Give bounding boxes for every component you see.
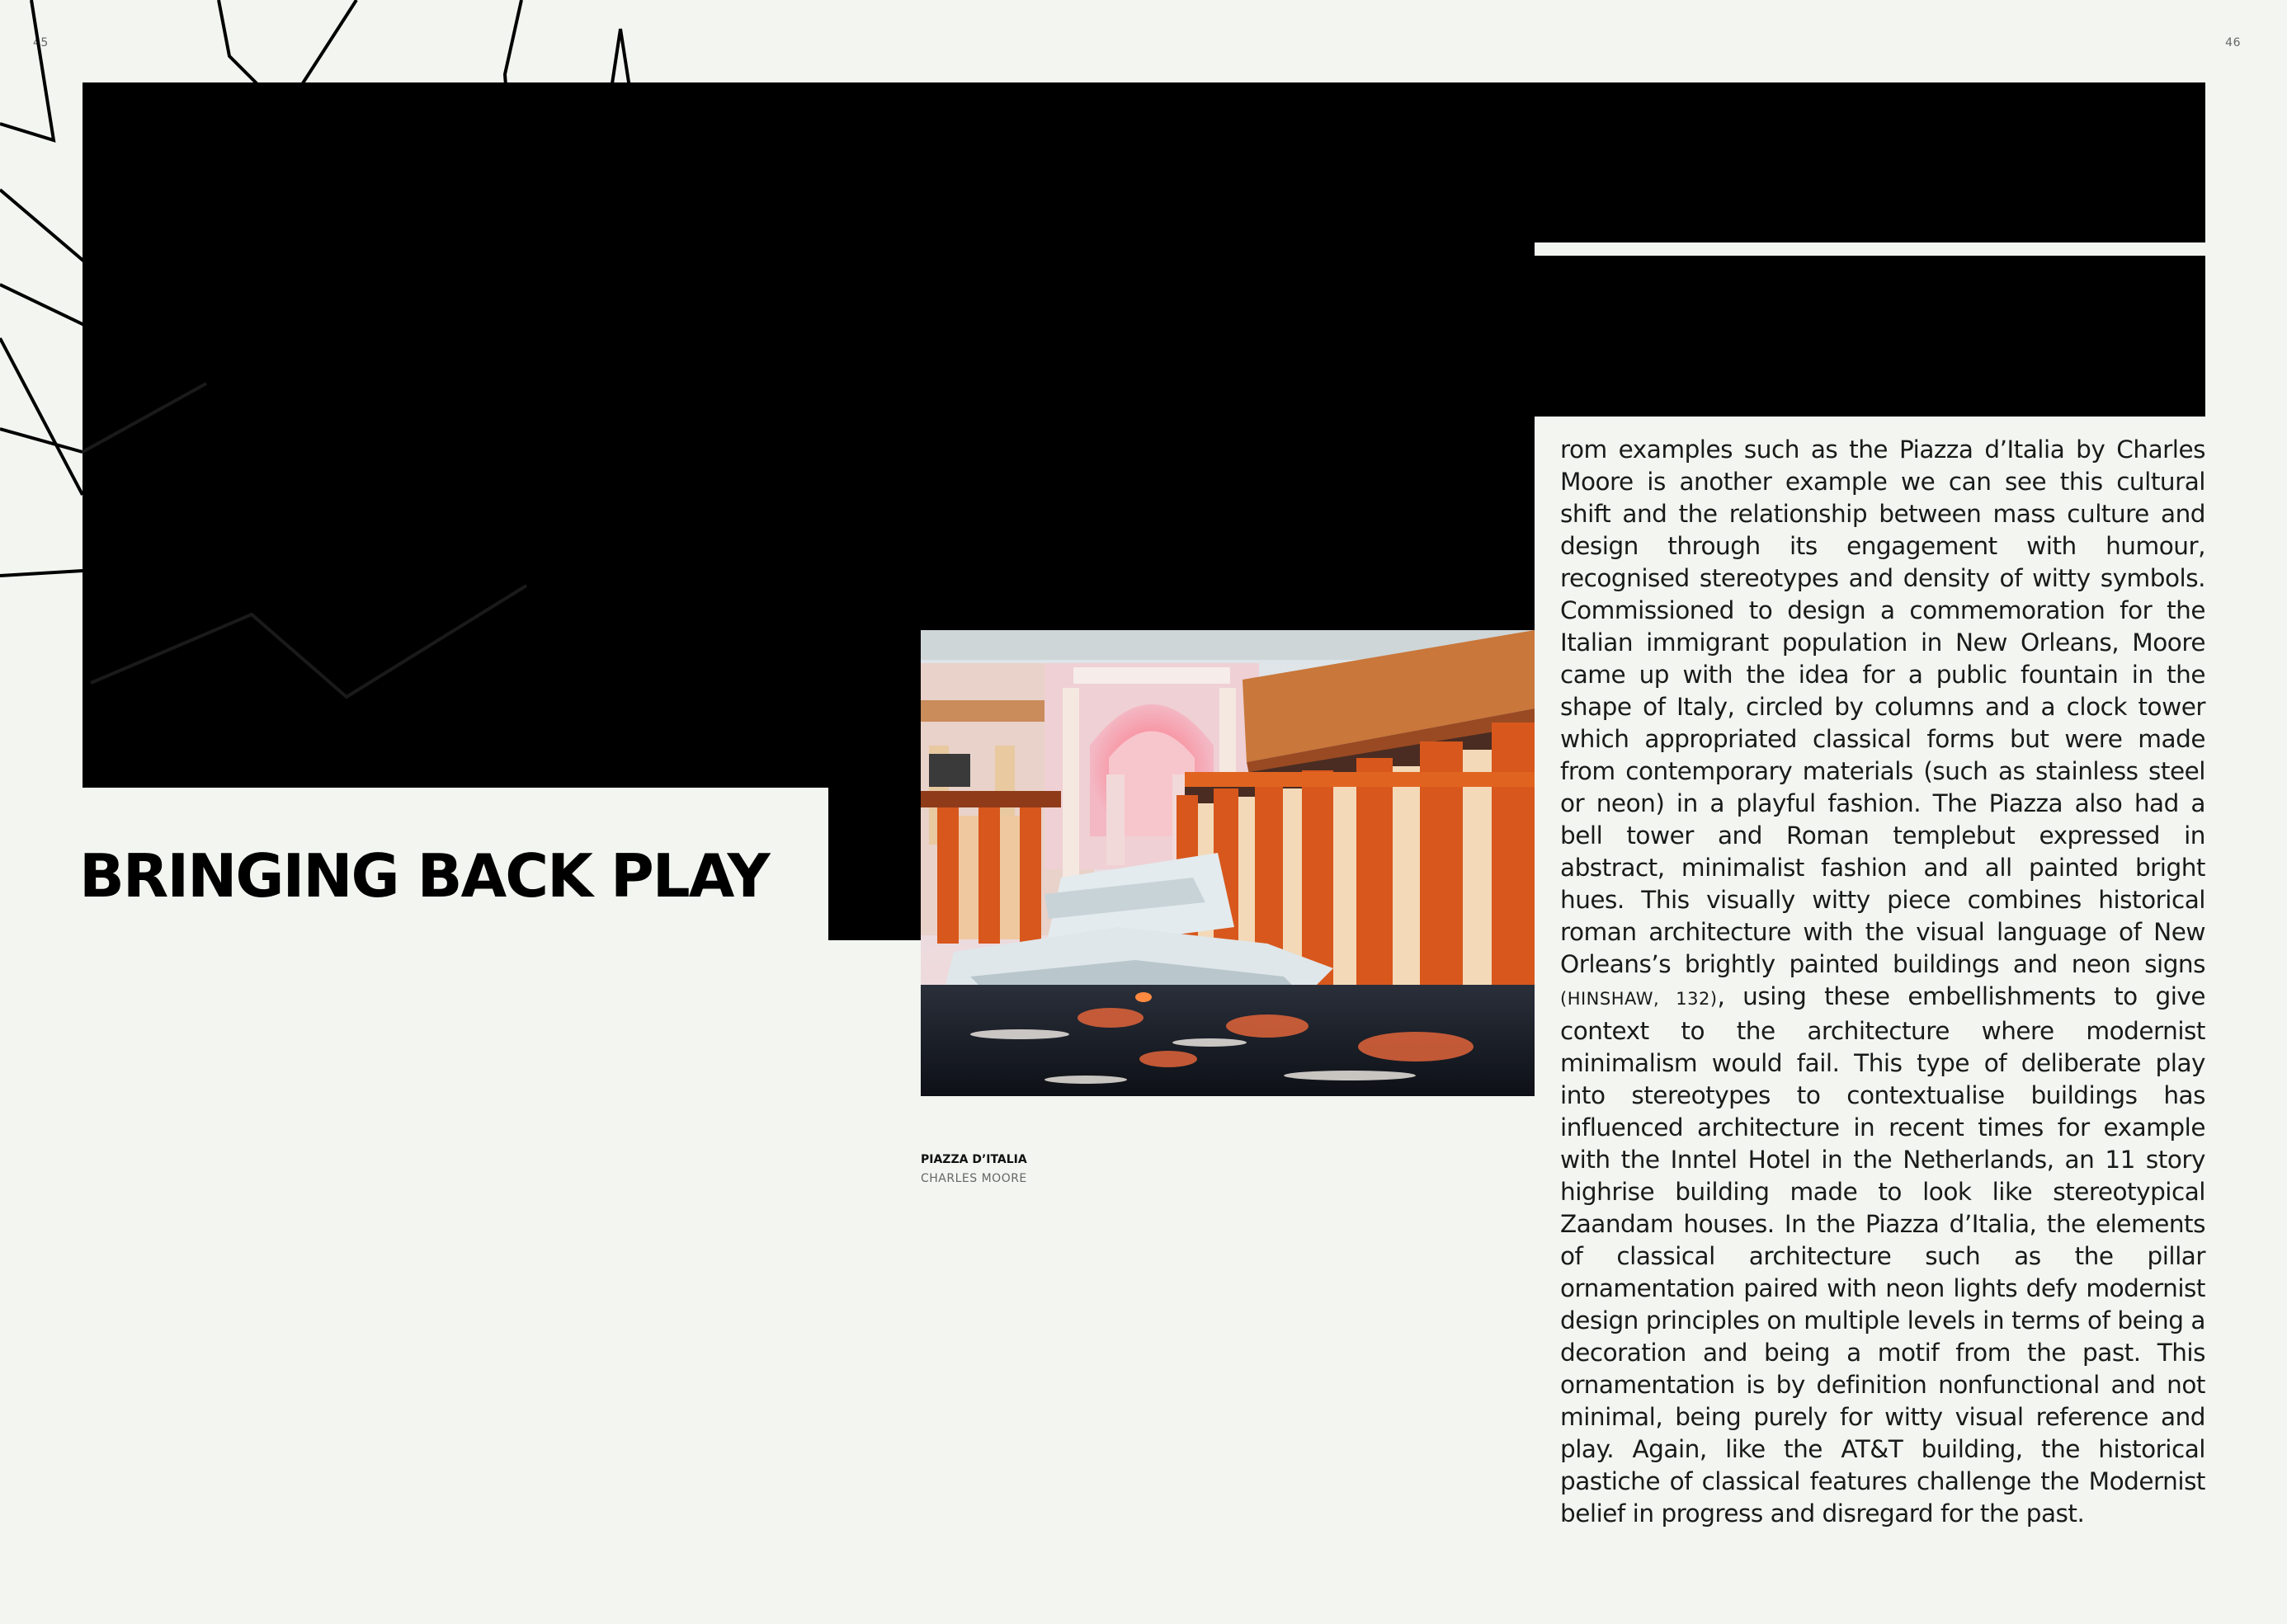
body-text-part-1: rom examples such as the Piazza d’Italia by Charles Moore is another example we can see this cultural shift and the relationship between mass culture and design through its engagement with humour, recognised stereotypes and density of witty symbols. Commissioned to design a commemoration for the Italian immigrant population in New Orleans, Moore came up with the idea for a public fountain in the shape of Italy, circled by columns and a clock tower which appropriated classical forms but were made from contemporary materials (such as stainless steel or neon) in a playful fashion. The Piazza also had a bell tower and Roman templebut expressed in abstract, minimalist fashion and all painted bright hues. This visually witty piece combines historical roman architecture with the visual language of New Orleans’s brightly painted buildings and neon signs	[1560, 435, 2205, 978]
black-bar-right-mid	[1534, 256, 2205, 417]
page-number-left: 45	[33, 36, 49, 49]
caption-title: PIAZZA D’ITALIA	[921, 1153, 1027, 1166]
piazza-photo	[921, 630, 1535, 1096]
citation: (HINSHAW, 132)	[1560, 989, 1718, 1009]
article-body	[1560, 434, 2205, 1530]
black-bar-right-top	[1534, 82, 2205, 242]
article-headline: BRINGING BACK PLAY	[79, 841, 769, 911]
body-text-part-2: , using these embellishments to give context to the architecture where modernist minimalism would fail. This type of deliberate play into stereotypes to contextualise buildings has influenced architecture in recent times for example with the Inntel Hotel in the Netherlands, an 11 story highrise building made to look like stereotypical Zaandam houses. In the Piazza d’Italia, the elements of classical architecture such as the pillar ornamentation paired with neon lights defy modernist design principles on multiple levels in terms of being a decoration and being a motif from the past. This ornamentation is by definition nonfunctional and not minimal, being purely for witty visual reference and play. Again, like the AT&T building, the historical pastiche of classical features challenge the Modernist belief in progress and disregard for the past.	[1560, 982, 2205, 1528]
page-number-right: 46	[2225, 36, 2241, 49]
figure-caption	[921, 1151, 1027, 1189]
black-block-tab	[828, 787, 921, 940]
caption-credit: CHARLES MOORE	[921, 1172, 1027, 1185]
